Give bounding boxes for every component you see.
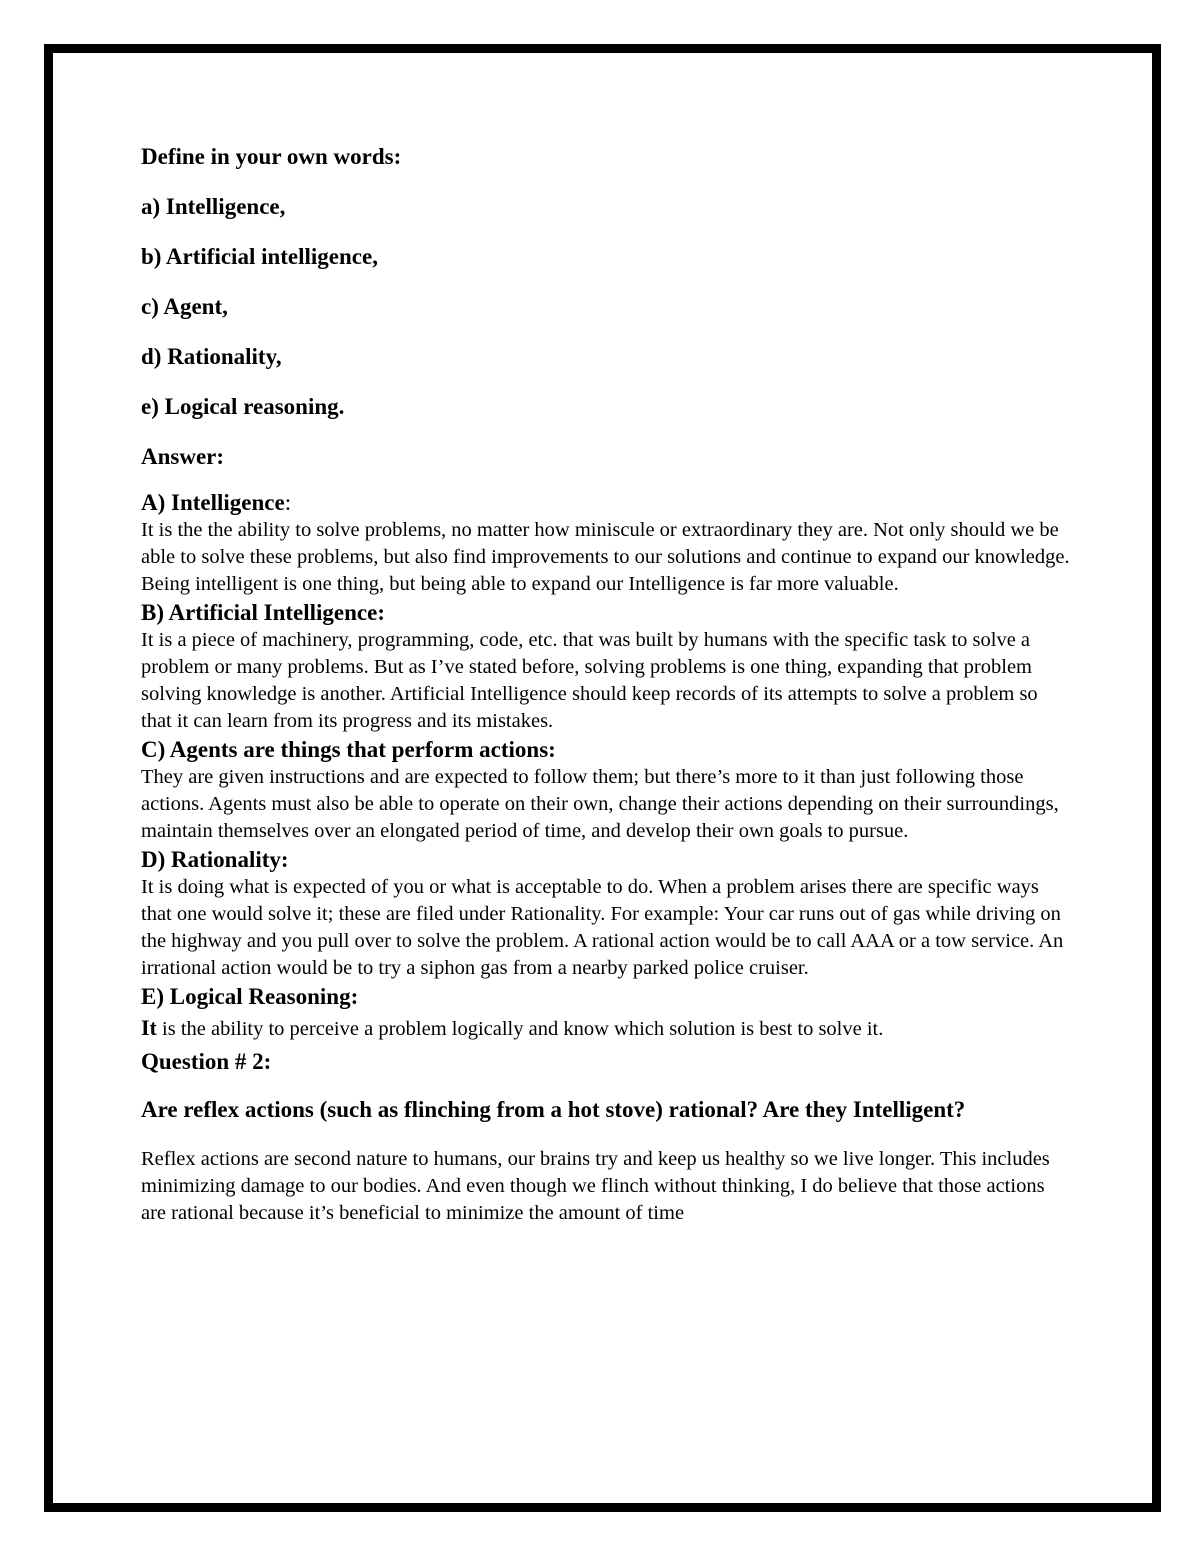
answer-heading [141,488,1071,517]
answer-logical-reasoning [141,982,1071,1043]
answer-artificial-intelligence [141,598,1071,735]
answer-body-lead: It [141,1015,157,1040]
answer-heading: B) Artificial Intelligence: [141,600,385,625]
answer-agents [141,735,1071,845]
answer-heading: C) Agents are things that perform actions: [141,737,556,762]
prompt-item-b: b) Artificial intelligence, [141,244,378,269]
question-2-text: Are reflex actions (such as flinching from a hot stove) rational? Are they Intelligent? [141,1097,966,1122]
answer-heading-text: A) Intelligence [141,490,285,515]
answer-heading-colon: : [284,490,292,515]
answer-heading: D) Rationality: [141,847,289,872]
prompt-item-e: e) Logical reasoning. [141,394,345,419]
answer-body [141,1014,1071,1043]
prompt-item-d: d) Rationality, [141,344,282,369]
answer-body: It is a piece of machinery, programming, code, etc. that was built by humans with the specific task to solve a problem or many problems. But as I’ve stated before, solving problems is one thing, expanding that problem solving knowledge is another. Artificial Intelligence should keep records of its attempts to solve a problem so that it can learn from its progress and its mistakes. [141,629,1038,732]
question-2-title: Question # 2: [141,1049,272,1074]
answer-label: Answer: [141,444,225,469]
answer-heading: E) Logical Reasoning: [141,984,359,1009]
answer-body: It is doing what is expected of you or what is acceptable to do. When a problem arises there are specific ways that one would solve it; these are filed under Rationality. For example: Your car runs out of gas while driving on the highway and you pull over to solve the problem. A rational action would be to call AAA or a tow service. An irrational action would be to try a siphon gas from a nearby parked police cruiser. [141,876,1064,979]
question-2-answer: Reflex actions are second nature to humans, our brains try and keep us healthy so we live longer. This includes minimizing damage to our bodies. And even though we flinch without thinking, I do believe that those actions are rational because it’s beneficial to minimize the amount of time [141,1148,1050,1224]
answer-body: They are given instructions and are expected to follow them; but there’s more to it than just following those actions. Agents must also be able to operate on their own, change their actions depending on their surroundings, maintain themselves over an elongated period of time, and develop their own goals to pursue. [141,766,1059,842]
prompt-intro: Define in your own words: [141,144,402,169]
prompt-item-a: a) Intelligence, [141,194,286,219]
document-content [141,143,1071,1227]
answer-body-text: is the ability to perceive a problem logically and know which solution is best to solve it. [156,1018,884,1040]
answer-rationality [141,845,1071,982]
answer-intelligence [141,488,1071,598]
prompt-item-c: c) Agent, [141,294,228,319]
answer-body: It is the the ability to solve problems, no matter how miniscule or extraordinary they are. Not only should we be able to solve these problems, but also find improvements to our solutions and continue to expand our knowledge. Being intelligent is one thing, but being able to expand our Intelligence is far more valuable. [141,519,1070,595]
